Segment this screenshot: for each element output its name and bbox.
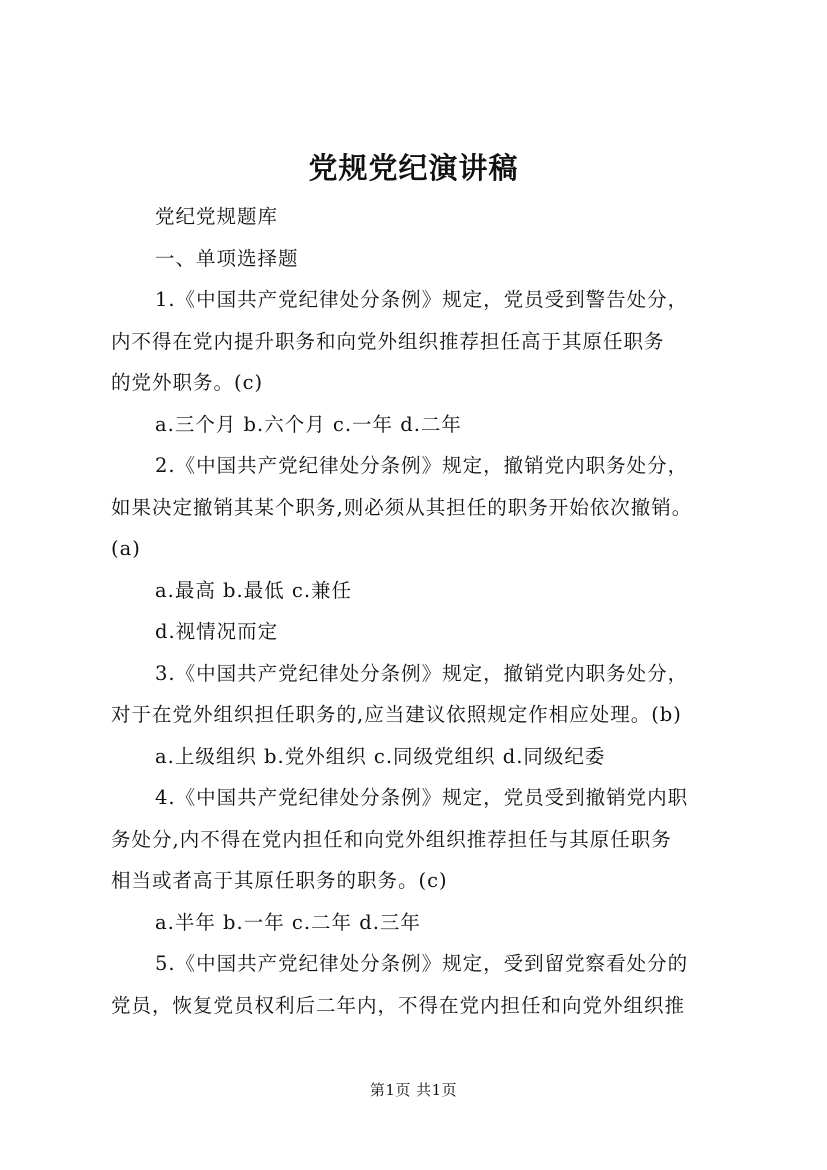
document-title: 党规党纪演讲稿 xyxy=(308,151,519,185)
document-line: 党纪党规题库 xyxy=(155,205,279,228)
document-line: 对于在党外组织担任职务的,应当建议依照规定作相应处理。(b) xyxy=(111,703,682,726)
document-line: 务处分,内不得在党内担任和向党外组织推荐担任与其原任职务 xyxy=(111,827,672,851)
document-line: 4.《中国共产党纪律处分条例》规定，党员受到撤销党内职 xyxy=(155,786,689,809)
page-footer: 第1页 共1页 xyxy=(369,1081,458,1099)
document-line: 1.《中国共产党纪律处分条例》规定，党员受到警告处分， xyxy=(155,288,689,311)
document-line: a.上级组织 b.党外组织 c.同级党组织 d.同级纪委 xyxy=(155,744,606,768)
document-line: 相当或者高于其原任职务的职务。(c) xyxy=(111,869,448,892)
document-line: 党员，恢复党员权利后二年内，不得在党内担任和向党外组织推 xyxy=(111,993,686,1017)
document-line: a.三个月 b.六个月 c.一年 d.二年 xyxy=(155,412,462,436)
document-line: a.半年 b.一年 c.二年 d.三年 xyxy=(155,910,421,934)
document-line: 内不得在党内提升职务和向党外组织推荐担任高于其原任职务 xyxy=(111,329,665,353)
document-line: 如果决定撤销其某个职务,则必须从其担任的职务开始依次撤销。 xyxy=(111,495,693,519)
document-line: d.视情况而定 xyxy=(155,620,279,643)
document-line: a.最高 b.最低 c.兼任 xyxy=(155,578,353,602)
document-line: 5.《中国共产党纪律处分条例》规定，受到留党察看处分的 xyxy=(155,952,689,975)
document-line: (a) xyxy=(111,537,141,560)
document-line: 一、单项选择题 xyxy=(155,246,299,270)
document-line: 3.《中国共产党纪律处分条例》规定，撤销党内职务处分， xyxy=(155,661,689,685)
document-line: 2.《中国共产党纪律处分条例》规定，撤销党内职务处分， xyxy=(155,454,689,477)
document-body xyxy=(111,196,727,1026)
document-line: 的党外职务。(c) xyxy=(111,371,264,394)
